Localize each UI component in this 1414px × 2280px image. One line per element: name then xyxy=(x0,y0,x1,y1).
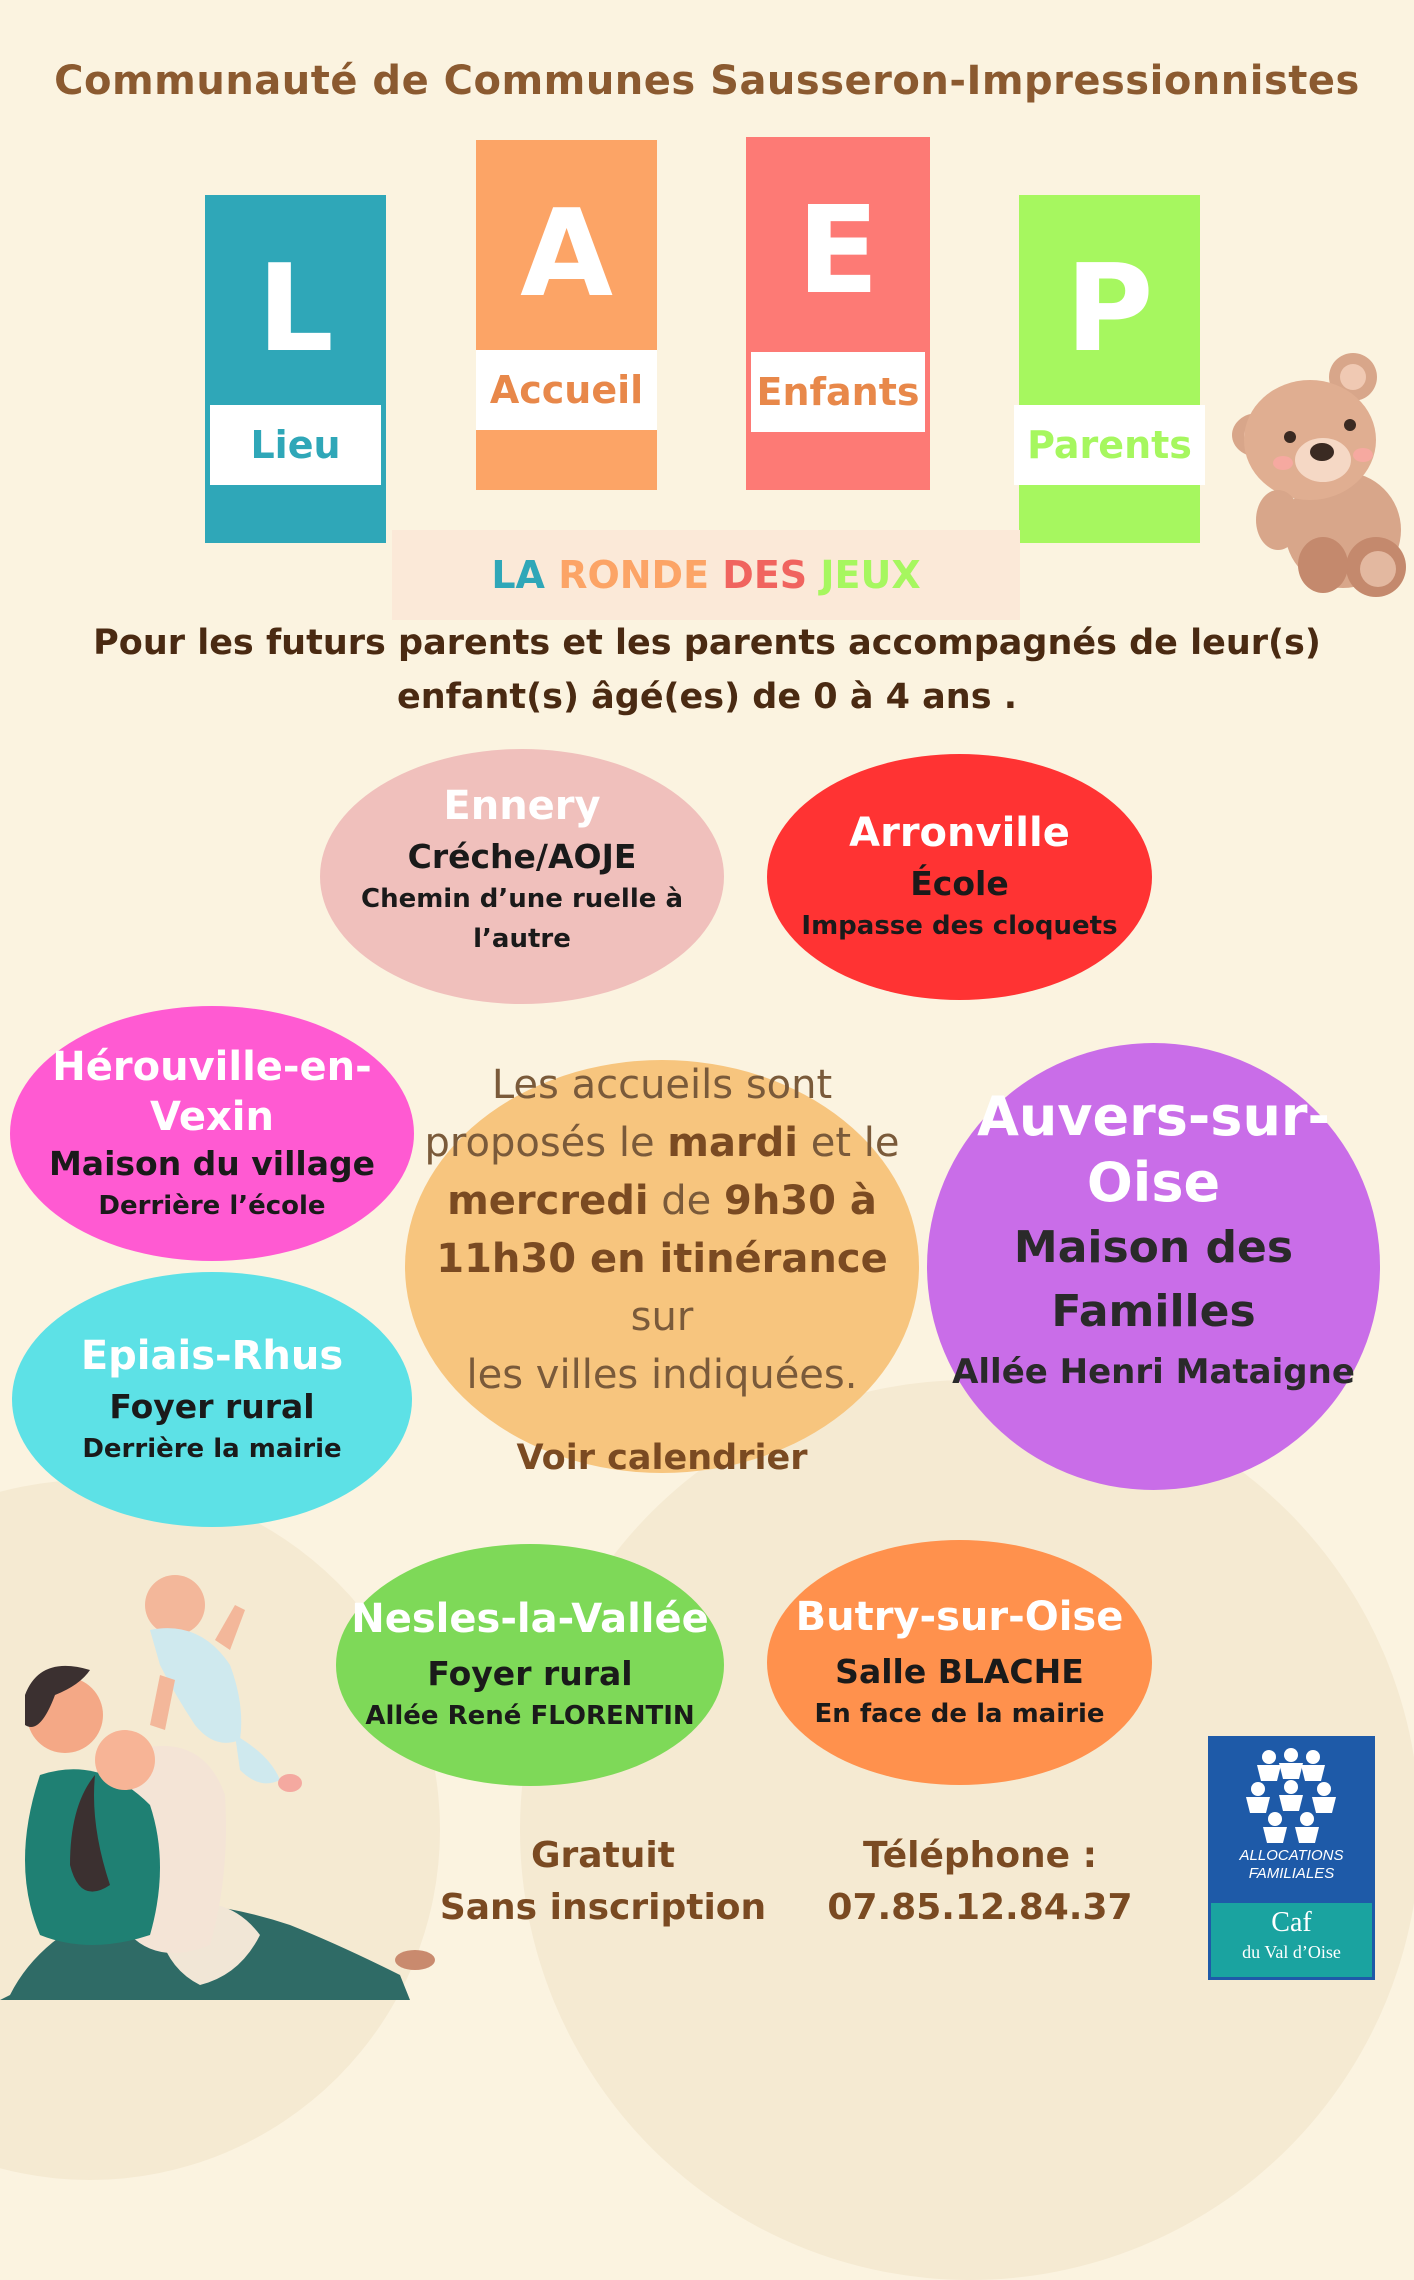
site-herouville xyxy=(10,1006,414,1261)
site-place: École xyxy=(910,864,1009,903)
schedule-time: 9h30 à xyxy=(724,1177,877,1224)
acronym-letter: A xyxy=(520,185,613,324)
schedule-line xyxy=(405,1230,919,1346)
schedule-info xyxy=(405,1060,919,1478)
teddy-bear-illustration xyxy=(1228,345,1414,600)
caf-tagline xyxy=(1211,1847,1372,1883)
caf-tagline-line: FAMILIALES xyxy=(1248,1865,1335,1882)
ronde-word: RONDE xyxy=(558,553,710,597)
site-city: Arronville xyxy=(849,810,1070,856)
acronym-word: Parents xyxy=(1014,405,1205,485)
site-place: Salle BLACHE xyxy=(835,1651,1084,1691)
site-address: Chemin d’une ruelle à xyxy=(360,883,683,914)
page-title: Communauté de Communes Sausseron-Impressionnistes xyxy=(54,58,1360,104)
acronym-word: Lieu xyxy=(210,405,381,485)
site-place: Foyer rural xyxy=(109,1386,315,1426)
acronym-word: Enfants xyxy=(751,352,925,432)
schedule-line xyxy=(405,1172,919,1230)
site-city: Vexin xyxy=(150,1093,274,1140)
acronym-block-p xyxy=(1019,195,1200,543)
schedule-line: Les accueils sont xyxy=(491,1061,833,1108)
site-city: Epiais-Rhus xyxy=(80,1332,344,1379)
family-illustration xyxy=(0,1575,450,2000)
acronym-letter: L xyxy=(257,240,334,379)
site-place: Maison du village xyxy=(48,1143,376,1183)
phone-info xyxy=(820,1830,1140,1934)
free-label: Gratuit xyxy=(531,1835,675,1876)
schedule-day: mardi xyxy=(667,1119,799,1166)
acronym-block-l xyxy=(205,195,386,543)
free-info xyxy=(430,1830,776,1934)
acronym-letter: E xyxy=(797,182,879,321)
site-auvers-sur-oise xyxy=(927,1043,1380,1490)
la-ronde-des-jeux-banner xyxy=(392,530,1020,620)
acronym-block-e xyxy=(746,137,930,490)
site-place: Foyer rural xyxy=(427,1654,633,1693)
site-place: Créche/AOJE xyxy=(407,836,637,876)
caf-logo xyxy=(1208,1736,1375,1980)
intro-line: enfant(s) âgé(es) de 0 à 4 ans . xyxy=(396,677,1018,717)
site-address: Impasse des cloquets xyxy=(801,911,1118,941)
site-address: Derrière l’école xyxy=(98,1190,326,1221)
caf-tagline-line: ALLOCATIONS xyxy=(1239,1847,1344,1864)
acronym-block-a xyxy=(476,140,657,490)
intro-line: Pour les futurs parents et les parents accompagnés de leur(s) xyxy=(93,623,1321,663)
phone-label: Téléphone : xyxy=(862,1835,1098,1876)
site-city: Nesles-la-Vallée xyxy=(351,1596,709,1642)
acronym-word: Accueil xyxy=(476,350,657,430)
intro-text xyxy=(60,616,1354,724)
schedule-line: les villes indiquées. xyxy=(466,1351,858,1398)
caf-name: Caf xyxy=(1271,1907,1312,1938)
schedule-time: 11h30 en itinérance xyxy=(436,1235,888,1282)
site-city: Butry-sur-Oise xyxy=(795,1593,1124,1640)
site-address: Allée René FLORENTIN xyxy=(365,1701,695,1731)
ronde-word: DES xyxy=(722,553,808,597)
site-ennery xyxy=(320,749,724,1004)
schedule-text xyxy=(405,1056,919,1404)
site-place: Familles xyxy=(1051,1285,1256,1337)
schedule-fragment: de xyxy=(648,1177,724,1224)
site-address: En face de la mairie xyxy=(814,1698,1105,1729)
caf-department: du Val d’Oise xyxy=(1242,1942,1341,1962)
schedule-fragment: et le xyxy=(798,1119,900,1166)
schedule-fragment: sur xyxy=(630,1293,694,1340)
ronde-word: JEUX xyxy=(820,553,921,597)
site-city: Ennery xyxy=(443,782,601,829)
caf-logo-bottom xyxy=(1211,1903,1372,1977)
site-address: l’autre xyxy=(473,923,571,954)
site-address: Derrière la mairie xyxy=(82,1433,342,1464)
see-calendar-text: Voir calendrier xyxy=(516,1437,808,1478)
site-city: Hérouville-en- xyxy=(52,1043,372,1090)
ronde-word: LA xyxy=(491,553,545,597)
schedule-line xyxy=(405,1114,919,1172)
caf-figures-icon xyxy=(1211,1745,1372,1850)
phone-number: 07.85.12.84.37 xyxy=(827,1887,1133,1928)
site-epiais-rhus xyxy=(12,1272,412,1527)
acronym-letter: P xyxy=(1065,240,1154,379)
site-place: Maison des xyxy=(1013,1221,1294,1273)
site-arronville xyxy=(767,754,1152,1000)
no-registration-label: Sans inscription xyxy=(439,1887,767,1928)
schedule-day: mercredi xyxy=(447,1177,649,1224)
caf-logo-top xyxy=(1211,1739,1372,1903)
site-city: Auvers-sur-Oise xyxy=(977,1084,1330,1214)
schedule-fragment: proposés le xyxy=(424,1119,668,1166)
site-address: Allée Henri Mataigne xyxy=(952,1351,1355,1392)
site-butry-sur-oise xyxy=(767,1540,1152,1785)
